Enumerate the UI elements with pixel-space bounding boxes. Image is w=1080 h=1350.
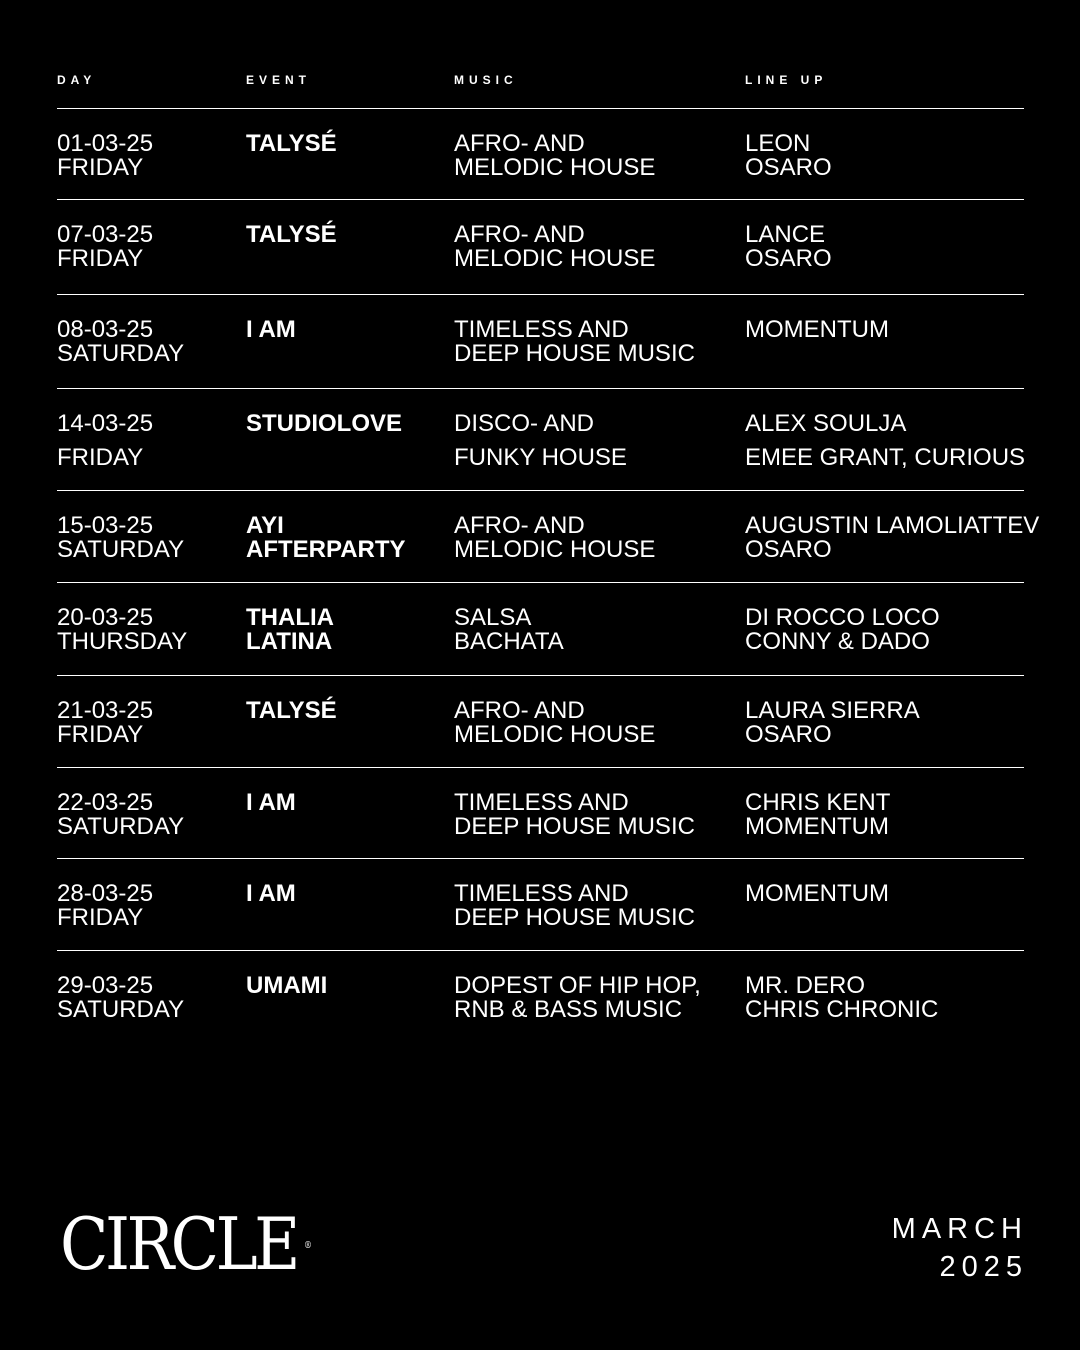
music-cell: AFRO- AND MELODIC HOUSE (454, 130, 656, 181)
header-event: EVENT (246, 73, 312, 87)
circle-logo: CIRCLE ® (60, 1202, 312, 1286)
table-row (57, 295, 1024, 389)
lineup-cell: CHRIS KENT MOMENTUM (745, 789, 891, 840)
table-row (57, 583, 1024, 676)
day-cell: 15-03-25 SATURDAY (57, 512, 185, 563)
music-cell: TIMELESS AND DEEP HOUSE MUSIC (454, 880, 695, 931)
day-cell: 21-03-25 FRIDAY (57, 697, 154, 748)
table-row (57, 389, 1024, 491)
header-music: MUSIC (454, 73, 518, 87)
lineup-cell: AUGUSTIN LAMOLIATTEV OSARO (745, 512, 1040, 563)
table-row (57, 859, 1024, 951)
music-cell: SALSA BACHATA (454, 604, 564, 655)
month-label (892, 1210, 1028, 1286)
lineup-cell: LEON OSARO (745, 130, 832, 181)
table-row (57, 491, 1040, 583)
event-cell: AYI AFTERPARTY (246, 512, 406, 563)
day-cell: 01-03-25 FRIDAY (57, 130, 154, 181)
lineup-cell: MOMENTUM (745, 880, 889, 907)
lineup-cell: ALEX SOULJA EMEE GRANT, CURIOUS (745, 410, 1026, 471)
music-cell: AFRO- AND MELODIC HOUSE (454, 221, 656, 272)
lineup-cell: DI ROCCO LOCO CONNY & DADO (745, 604, 940, 655)
music-cell: DOPEST OF HIP HOP, RNB & BASS MUSIC (454, 972, 701, 1023)
table-row (57, 109, 1024, 200)
table-row (57, 951, 1024, 1042)
header-day: DAY (57, 73, 97, 87)
music-cell: DISCO- AND FUNKY HOUSE (454, 410, 627, 471)
event-cell: UMAMI (246, 972, 328, 999)
day-cell: 28-03-25 FRIDAY (57, 880, 154, 931)
music-cell: TIMELESS AND DEEP HOUSE MUSIC (454, 789, 695, 840)
lineup-cell: LAURA SIERRA OSARO (745, 697, 920, 748)
event-cell: TALYSÉ (246, 697, 337, 724)
event-cell: I AM (246, 316, 296, 343)
event-cell: STUDIOLOVE (246, 410, 403, 437)
lineup-cell: MOMENTUM (745, 316, 889, 343)
music-cell: TIMELESS AND DEEP HOUSE MUSIC (454, 316, 695, 367)
day-cell: 29-03-25 SATURDAY (57, 972, 185, 1023)
day-cell: 08-03-25 SATURDAY (57, 316, 185, 367)
lineup-cell: LANCE OSARO (745, 221, 832, 272)
event-cell: THALIA LATINA (246, 604, 334, 655)
music-cell: AFRO- AND MELODIC HOUSE (454, 697, 656, 748)
day-cell: 14-03-25 FRIDAY (57, 410, 154, 471)
day-cell: 22-03-25 SATURDAY (57, 789, 185, 840)
registered-mark: ® (303, 1241, 312, 1251)
event-cell: I AM (246, 880, 296, 907)
day-cell: 20-03-25 THURSDAY (57, 604, 188, 655)
table-row (57, 200, 1024, 295)
table-header (57, 70, 1024, 109)
music-cell: AFRO- AND MELODIC HOUSE (454, 512, 656, 563)
table-body (57, 109, 1040, 1042)
lineup-cell: MR. DERO CHRIS CHRONIC (745, 972, 939, 1023)
event-cell: I AM (246, 789, 296, 816)
event-cell: TALYSÉ (246, 221, 337, 248)
event-cell: TALYSÉ (246, 130, 337, 157)
table-row (57, 676, 1024, 768)
day-cell: 07-03-25 FRIDAY (57, 221, 154, 272)
year: 2025 (939, 1251, 1028, 1283)
month-name: MARCH (891, 1213, 1028, 1245)
header-lineup: LINE UP (745, 73, 828, 87)
table-row (57, 768, 1024, 859)
